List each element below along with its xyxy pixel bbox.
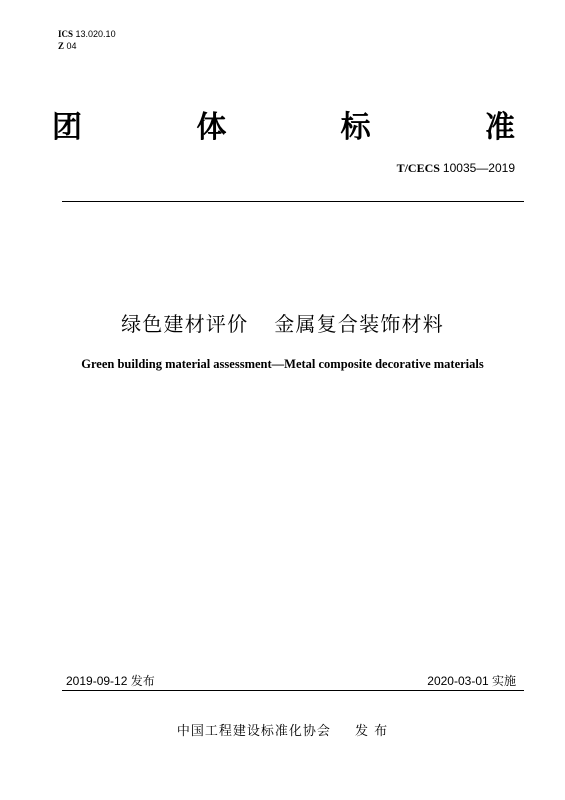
standard-type-heading — [52, 104, 515, 144]
classification-codes — [58, 28, 116, 52]
standard-number — [397, 161, 515, 176]
ics-code: 13.020.10 — [75, 29, 116, 39]
standard-type-char: 标 — [340, 110, 371, 145]
publisher-name: 中国工程建设标准化协会 — [176, 724, 331, 739]
chinese-title — [0, 308, 565, 337]
standard-type-char: 体 — [196, 110, 227, 145]
standard-type-char: 团 — [52, 110, 82, 145]
ccs-line — [58, 40, 116, 52]
implementation-date: 2020-03-01 实施 — [427, 674, 516, 688]
ics-label: ICS — [58, 29, 74, 39]
ccs-code: 04 — [66, 41, 77, 51]
release-date: 2019-09-12 发布 — [66, 674, 155, 688]
bottom-divider — [62, 690, 524, 691]
chinese-title-part2: 金属复合装饰材料 — [274, 312, 444, 336]
publisher-line — [0, 720, 565, 739]
chinese-title-part1: 绿色建材评价 — [121, 312, 249, 336]
english-title: Green building material assessment—Metal composite decorative materials — [81, 357, 484, 371]
ccs-label: Z — [58, 41, 65, 51]
ics-line — [58, 28, 116, 40]
publisher-action: 发 布 — [354, 724, 389, 739]
top-divider — [62, 201, 524, 202]
standard-number-prefix: T/CECS — [396, 161, 440, 175]
standard-number-value: 10035—2019 — [442, 161, 515, 175]
standard-type-char: 准 — [484, 110, 515, 145]
